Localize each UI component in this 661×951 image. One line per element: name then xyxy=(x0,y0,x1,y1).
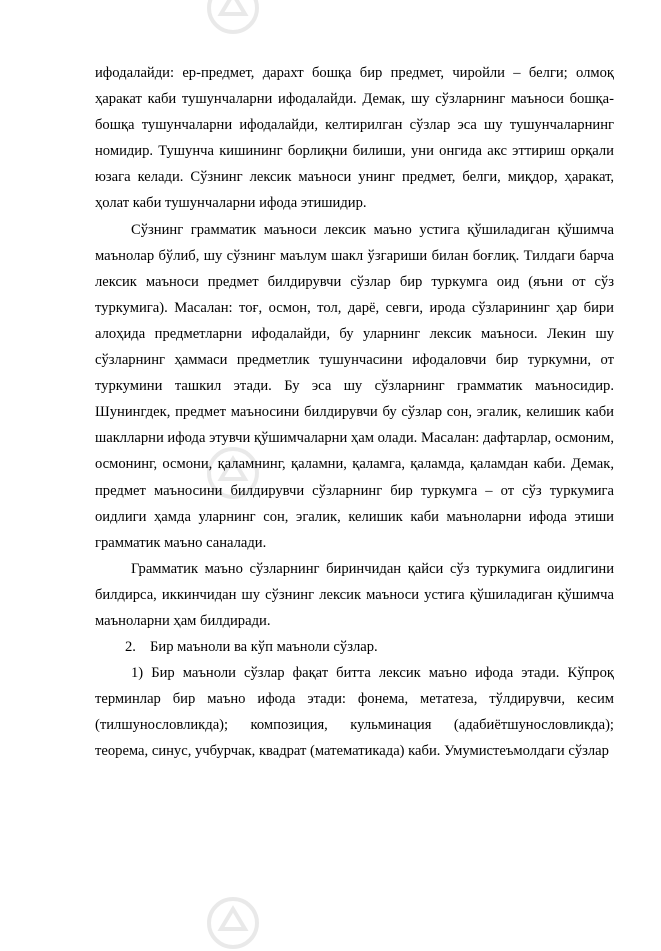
paragraph-monosemous-words: 1) Бир маъноли сўзлар фақат битта лексик маъно ифода этади. Кўпроқ терминлар бир маъно ифода этади: фонема, метатеза, тўлдирувчи, кесим (тилшунословликда); композиция, кульминация (адабиётшунословликда); теорема, синус, учбурчак, квадрат (математикада) каби. Умумистеъмолдаги сўзлар xyxy=(95,665,614,760)
logo-watermark-icon xyxy=(205,895,261,951)
paragraph-grammatical-summary: Грамматик маъно сўзларнинг биринчидан қайси сўз туркумига оидлигини билдирса, иккинчидан шу сўзнинг лексик маъноси устига қўшиладиган қўшимча маъноларни ҳам билдиради. xyxy=(95,560,614,629)
document-page xyxy=(95,60,614,765)
section-number: 2. xyxy=(125,639,136,656)
paragraph-lexical-meaning: ифодалайди: ер-предмет, дарахт бошқа бир предмет, чиройли – белги; олмоқ ҳаракат каби тушунчаларни ифодалайди. Демак, шу сўзларнинг маъноси бошқа-бошқа тушунчаларни ифодалайди, келтирилган сўзлар эса шу тушунчаларнинг номидир. Тушунча кишининг борлиқни билиши, уни онгида акс эттириш орқали юзага келади. Сўзнинг лексик маъноси унинг предмет, белги, миқдор, ҳаракат, ҳолат каби тушунчаларни ифода этишидир. xyxy=(95,65,614,212)
paragraph-grammatical-meaning: Сўзнинг грамматик маъноси лексик маъно устига қўшиладиган қўшимча маънолар бўлиб, шу сўзнинг маълум шакл ўзгариши билан боғлиқ. Тилдаги барча лексик маъноси предмет билдирувчи сўзлар бир туркумга оид (яъни от сўз туркумига). Масалан: тоғ, осмон, тол, дарё, севги, ирода сўзларининг ҳар бири алоҳида предметларни ифодалайди, бу уларнинг лексик маъноси. Лекин шу сўзларнинг ҳаммаси предметлик тушунчасини ифодаловчи бир туркумни, от туркумини ташкил этади. Бу эса шу сўзларнинг грамматик маъносидир. Шунингдек, предмет маъносини билдирувчи бу сўзлар сон, эгалик, келишик каби шаклларни ифода этувчи қўшимчаларни ҳам олади. Масалан: дафтарлар, осмоним, осмонинг, осмони, қаламнинг, қаламни, қаламга, қаламда, қаламдан каби. Демак, предмет маъносини билдирувчи сўзларнинг бир туркумга – от сўз туркумига оидлиги ҳамда уларнинг сон, эгалик, келишик каби маъноларни ифода этиши грамматик маъно саналади. xyxy=(95,221,614,551)
section-title: Бир маъноли ва кўп маъноли сўзлар. xyxy=(150,639,378,656)
logo-watermark-icon xyxy=(205,0,261,36)
section-heading xyxy=(95,634,614,660)
